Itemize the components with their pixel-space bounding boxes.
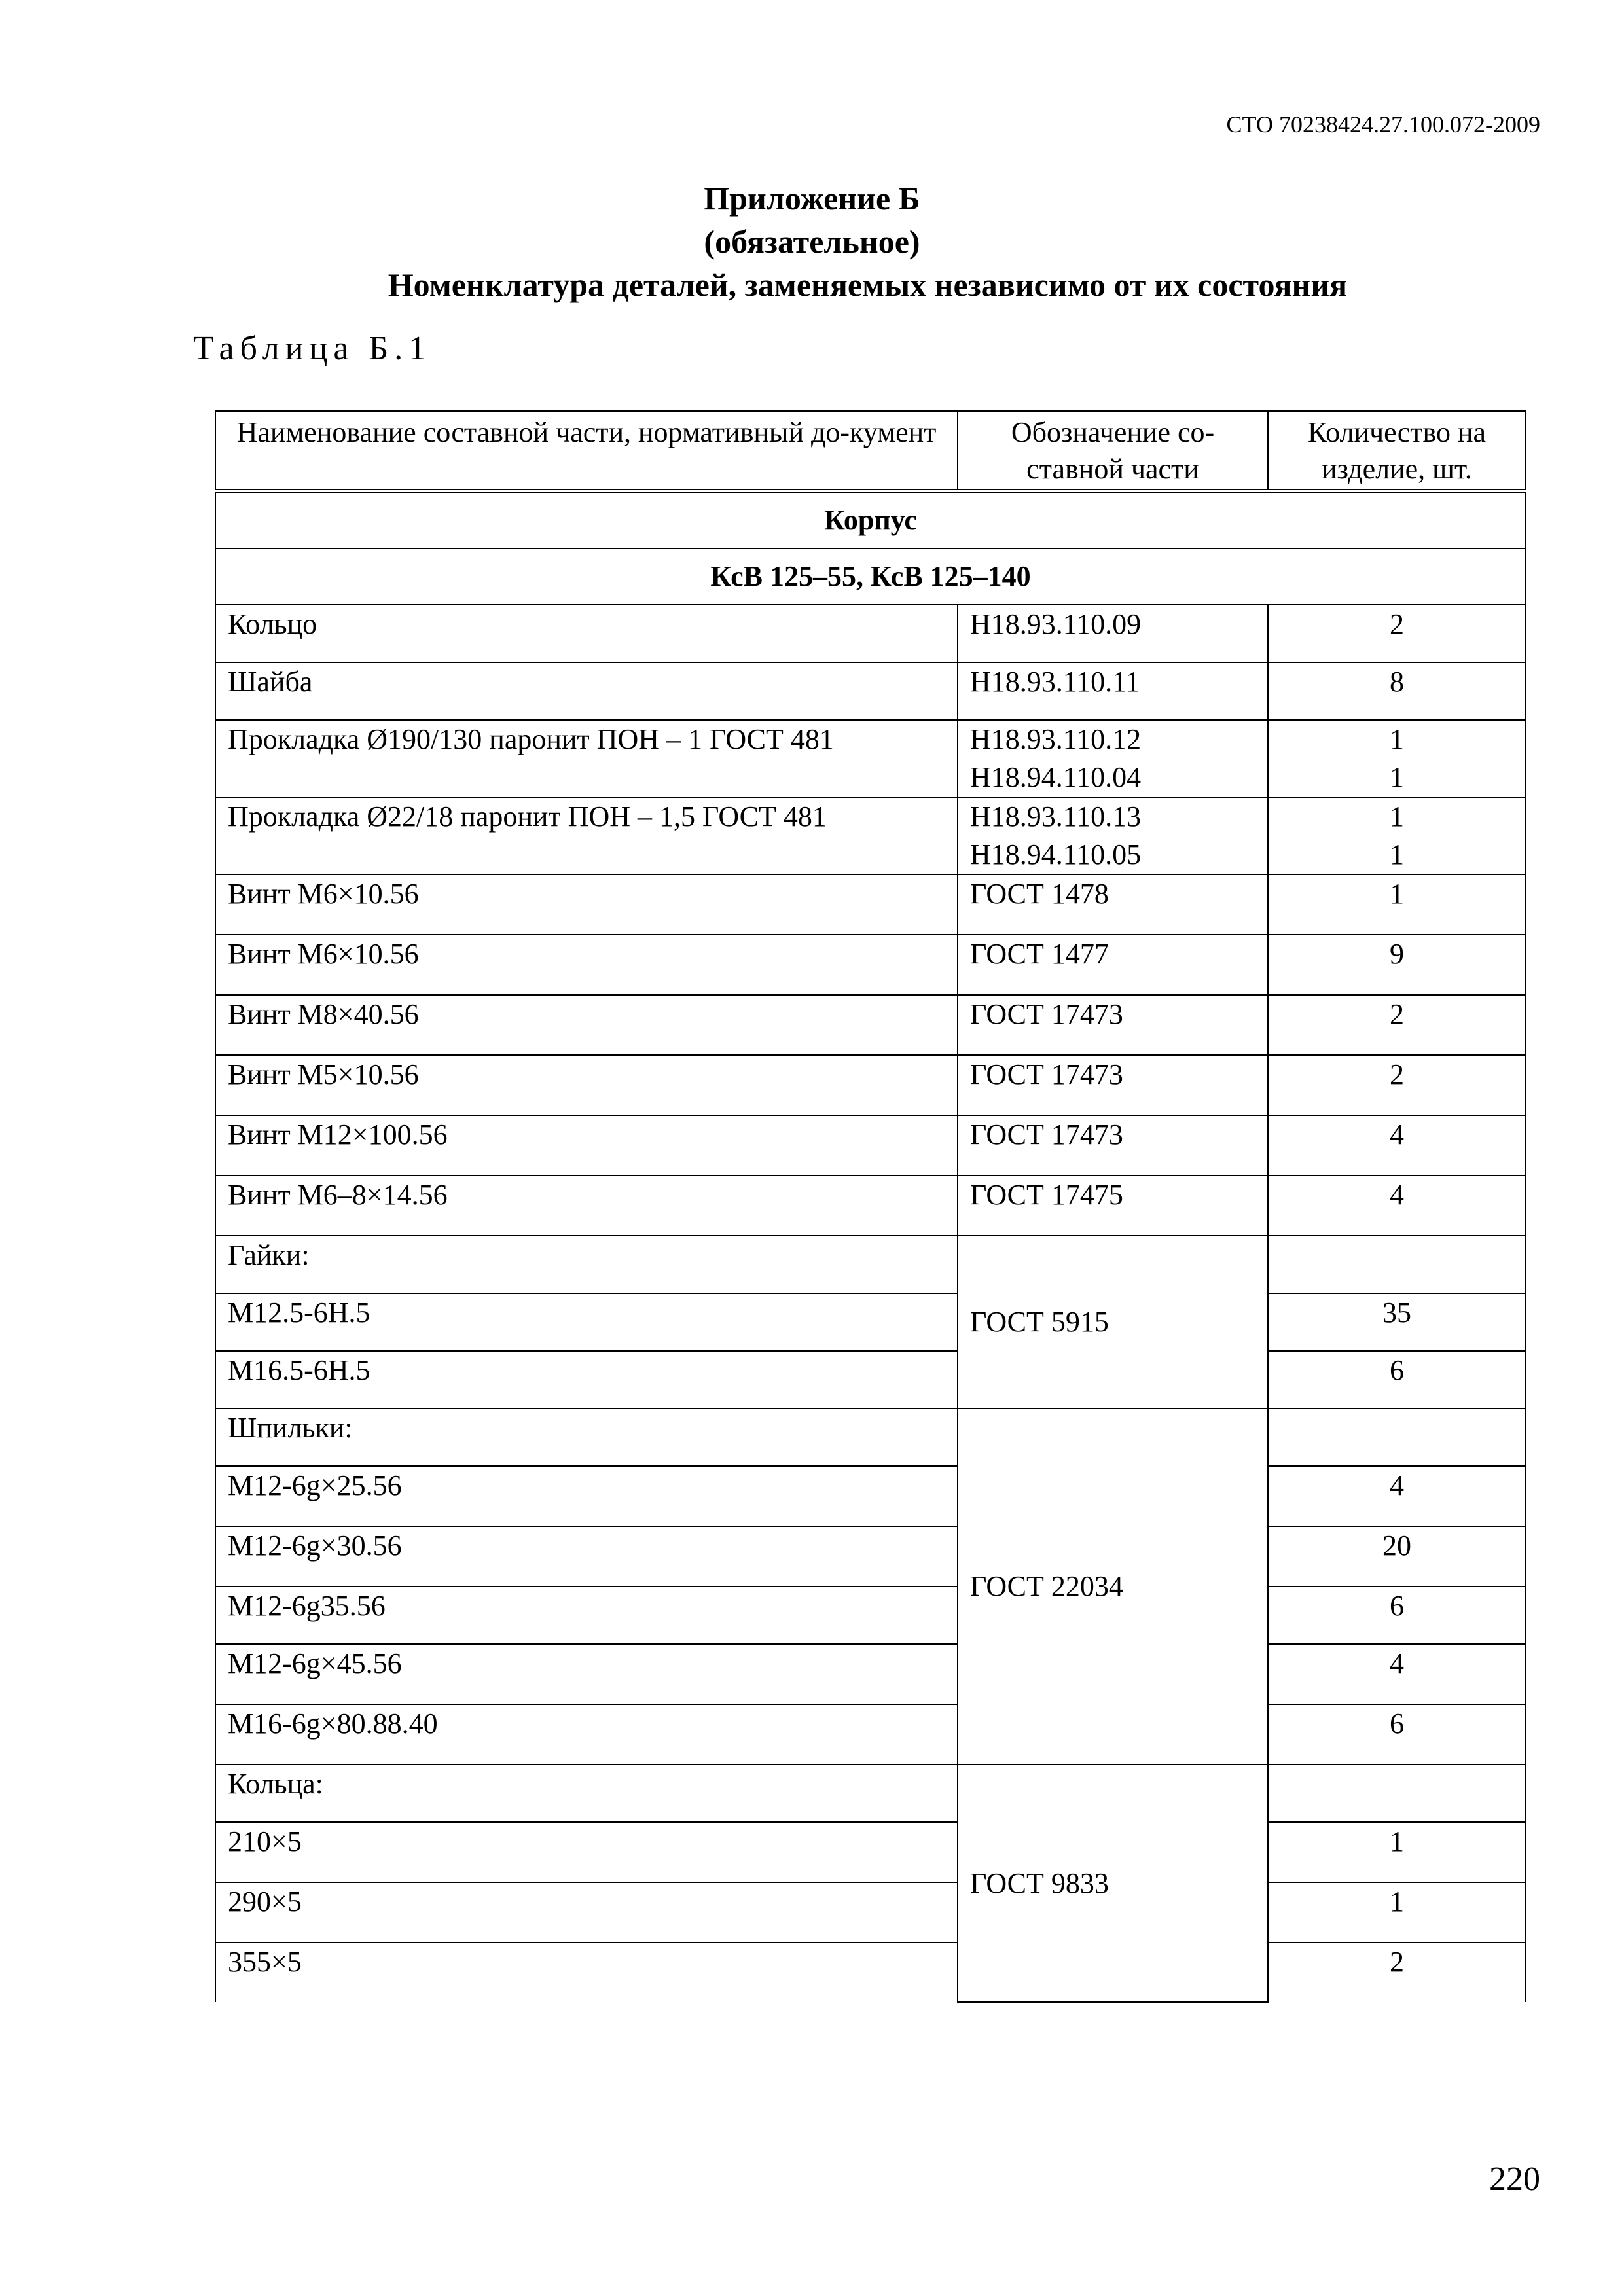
part-qty: 2 xyxy=(1268,995,1526,1055)
table-row xyxy=(215,662,1526,720)
part-qty: 2 xyxy=(1268,605,1526,662)
table-row xyxy=(215,605,1526,662)
header-qty: Количество на изделие, шт. xyxy=(1268,411,1526,491)
part-code: ГОСТ 17473 xyxy=(958,1055,1268,1115)
part-name: Винт М8×40.56 xyxy=(215,995,958,1055)
part-name: М12-6g×45.56 xyxy=(215,1644,958,1704)
part-name: М12-6g×30.56 xyxy=(215,1526,958,1587)
table-header-row xyxy=(215,411,1526,491)
part-qty: 6 xyxy=(1268,1587,1526,1644)
table-row xyxy=(215,720,1526,797)
table-row xyxy=(215,935,1526,995)
table-row xyxy=(215,1943,1526,2002)
part-name: Прокладка Ø190/130 паронит ПОН – 1 ГОСТ 481 xyxy=(215,720,958,797)
appendix-status: (обязательное) xyxy=(704,223,920,260)
part-qty: 4 xyxy=(1268,1115,1526,1175)
part-qty xyxy=(1268,720,1526,797)
table-row xyxy=(215,1882,1526,1943)
subsection-title: КсВ 125–55, КсВ 125–140 xyxy=(215,548,1526,605)
appendix-heading: Приложение Б xyxy=(704,180,920,217)
group-title: Шпильки: xyxy=(215,1408,958,1466)
part-code: ГОСТ 1478 xyxy=(958,874,1268,935)
table-row xyxy=(215,1466,1526,1526)
part-code-line: Н18.94.110.05 xyxy=(970,838,1142,870)
part-code: Н18.93.110.11 xyxy=(958,662,1268,720)
part-name: Винт М6×10.56 xyxy=(215,874,958,935)
part-code xyxy=(958,797,1268,874)
part-qty: 1 xyxy=(1268,1882,1526,1943)
part-qty xyxy=(1268,797,1526,874)
part-qty: 1 xyxy=(1268,1822,1526,1882)
header-name: Наименование составной части, нормативный до-кумент xyxy=(215,411,958,491)
table-row xyxy=(215,1351,1526,1408)
part-code: ГОСТ 1477 xyxy=(958,935,1268,995)
part-code-line: Н18.93.110.13 xyxy=(970,800,1142,833)
table-row xyxy=(215,1704,1526,1765)
section-row xyxy=(215,491,1526,548)
appendix-title xyxy=(0,177,1624,306)
empty-cell xyxy=(1268,1765,1526,1822)
group-code: ГОСТ 5915 xyxy=(958,1236,1268,1408)
group-title: Кольца: xyxy=(215,1765,958,1822)
part-qty: 8 xyxy=(1268,662,1526,720)
part-qty-line: 1 xyxy=(1390,723,1404,755)
group-title: Гайки: xyxy=(215,1236,958,1293)
part-name: Кольцо xyxy=(215,605,958,662)
part-name: Винт М12×100.56 xyxy=(215,1115,958,1175)
subsection-row xyxy=(215,548,1526,605)
appendix-subject: Номенклатура деталей, заменяемых независимо от их состояния xyxy=(388,266,1348,303)
group-title-row xyxy=(215,1765,1526,1822)
empty-cell xyxy=(1268,1236,1526,1293)
part-qty: 4 xyxy=(1268,1644,1526,1704)
part-name: М12-6g35.56 xyxy=(215,1587,958,1644)
table-row xyxy=(215,1526,1526,1587)
part-qty: 4 xyxy=(1268,1466,1526,1526)
header-code: Обозначение со-ставной части xyxy=(958,411,1268,491)
group-title-row xyxy=(215,1408,1526,1466)
part-qty: 35 xyxy=(1268,1293,1526,1351)
part-code: ГОСТ 17473 xyxy=(958,995,1268,1055)
part-code: ГОСТ 17475 xyxy=(958,1175,1268,1236)
table-row xyxy=(215,1644,1526,1704)
table-row xyxy=(215,1293,1526,1351)
table-row xyxy=(215,874,1526,935)
part-name: Прокладка Ø22/18 паронит ПОН – 1,5 ГОСТ 481 xyxy=(215,797,958,874)
part-name: 355×5 xyxy=(215,1943,958,2002)
part-qty: 20 xyxy=(1268,1526,1526,1587)
part-name: Винт М6–8×14.56 xyxy=(215,1175,958,1236)
group-code: ГОСТ 9833 xyxy=(958,1765,1268,2002)
table-row xyxy=(215,1175,1526,1236)
part-qty: 2 xyxy=(1268,1943,1526,2002)
table-row xyxy=(215,1822,1526,1882)
part-name: М12.5-6Н.5 xyxy=(215,1293,958,1351)
part-name: М16.5-6Н.5 xyxy=(215,1351,958,1408)
part-code-line: Н18.93.110.12 xyxy=(970,723,1142,755)
empty-cell xyxy=(1268,1408,1526,1466)
part-name: Винт М5×10.56 xyxy=(215,1055,958,1115)
document-code: СТО 70238424.27.100.072-2009 xyxy=(1226,111,1540,137)
part-code: Н18.93.110.09 xyxy=(958,605,1268,662)
table-row xyxy=(215,1055,1526,1115)
parts-table xyxy=(215,410,1526,2003)
part-qty: 6 xyxy=(1268,1704,1526,1765)
part-name: М12-6g×25.56 xyxy=(215,1466,958,1526)
part-name: М16-6g×80.88.40 xyxy=(215,1704,958,1765)
table-row xyxy=(215,797,1526,874)
part-qty-line: 1 xyxy=(1390,761,1404,793)
part-code: ГОСТ 17473 xyxy=(958,1115,1268,1175)
part-name: 210×5 xyxy=(215,1822,958,1882)
part-name: Шайба xyxy=(215,662,958,720)
part-name: Винт М6×10.56 xyxy=(215,935,958,995)
table-row xyxy=(215,1587,1526,1644)
table-row xyxy=(215,995,1526,1055)
part-name: 290×5 xyxy=(215,1882,958,1943)
part-qty: 2 xyxy=(1268,1055,1526,1115)
part-qty: 6 xyxy=(1268,1351,1526,1408)
part-qty: 4 xyxy=(1268,1175,1526,1236)
part-qty: 1 xyxy=(1268,874,1526,935)
part-qty-line: 1 xyxy=(1390,838,1404,870)
part-qty: 9 xyxy=(1268,935,1526,995)
table-label: Таблица Б.1 xyxy=(193,330,432,367)
part-code xyxy=(958,720,1268,797)
group-code: ГОСТ 22034 xyxy=(958,1408,1268,1765)
table-row xyxy=(215,1115,1526,1175)
page-number: 220 xyxy=(1489,2161,1540,2198)
group-title-row xyxy=(215,1236,1526,1293)
part-qty-line: 1 xyxy=(1390,800,1404,833)
part-code-line: Н18.94.110.04 xyxy=(970,761,1142,793)
section-title: Корпус xyxy=(215,491,1526,548)
